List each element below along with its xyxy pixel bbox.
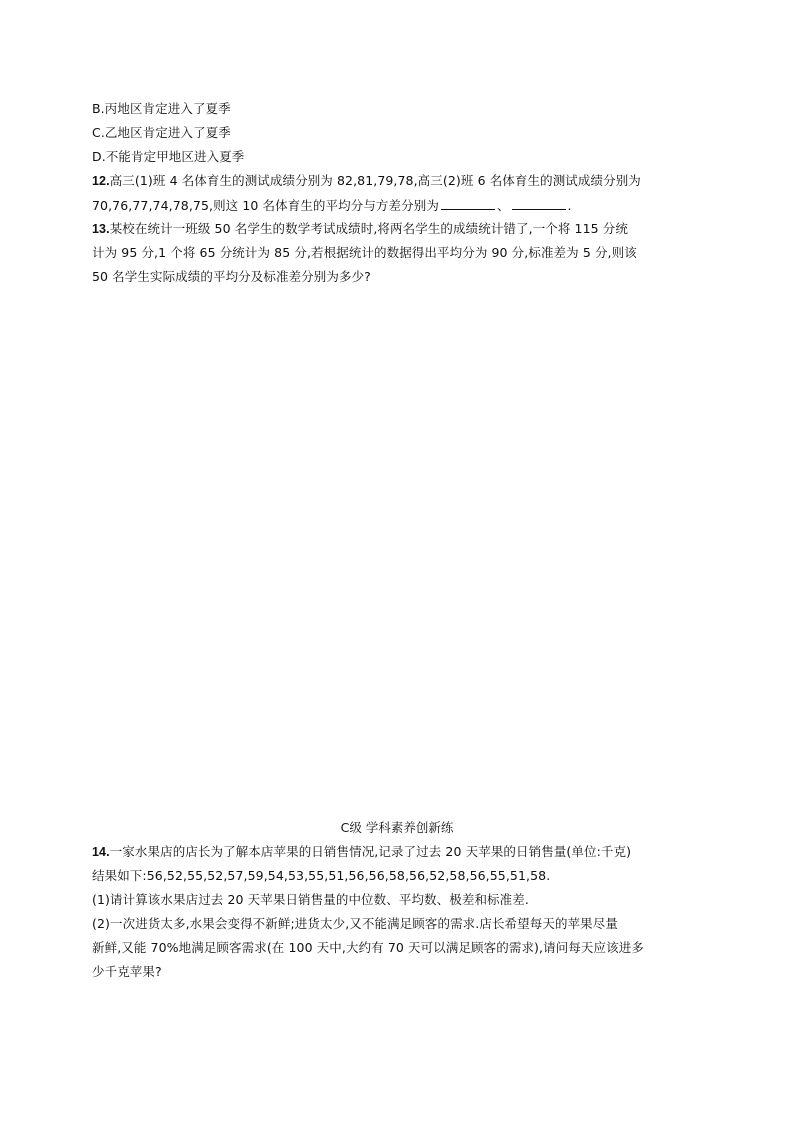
question-13-line-2: 计为 95 分,1 个将 65 分统计为 85 分,若根据统计的数据得出平均分为 90 分,标准差为 5 分,则该	[92, 245, 637, 260]
question-12-text-2: 70,76,77,74,78,75,则这 10 名体育生的平均分与方差分别为	[92, 198, 439, 213]
question-14-number: 14.	[92, 845, 110, 859]
question-14-part-2-line-2: 新鲜,又能 70%地满足顾客需求(在 100 天中,大约有 70 天可以满足顾客的需求),请问每天应该进多	[92, 940, 644, 955]
question-12-number: 12.	[92, 174, 110, 188]
question-14-line-1	[92, 844, 631, 860]
option-b: B.丙地区肯定进入了夏季	[92, 101, 231, 116]
question-12-separator: 、	[496, 198, 510, 213]
option-d: D.不能肯定甲地区进入夏季	[92, 149, 245, 164]
question-12-line-2	[92, 197, 572, 214]
question-12-line-1	[92, 173, 641, 189]
question-14-part-1: (1)请计算该水果店过去 20 天苹果日销售量的中位数、平均数、极差和标准差.	[92, 892, 529, 907]
question-13-number: 13.	[92, 222, 110, 236]
answer-blank-variance[interactable]	[512, 197, 566, 210]
question-14-text-1: 一家水果店的店长为了解本店苹果的日销售情况,记录了过去 20 天苹果的日销售量(单位:千克)	[109, 844, 632, 859]
question-14-line-2: 结果如下:56,52,55,52,57,59,54,53,55,51,56,56,58,56,52,58,56,55,51,58.	[92, 868, 551, 883]
question-12-end: .	[567, 198, 572, 213]
answer-blank-mean[interactable]	[441, 197, 495, 210]
option-c: C.乙地区肯定进入了夏季	[92, 125, 231, 140]
section-c-title: C级 学科素养创新练	[340, 820, 454, 835]
question-12-text-1: 高三(1)班 4 名体育生的测试成绩分别为 82,81,79,78,高三(2)班 6 名体育生的测试成绩分别为	[109, 173, 641, 188]
question-13-text-1: 某校在统计一班级 50 名学生的数学考试成绩时,将两名学生的成绩统计错了,一个将 115 分统	[109, 221, 628, 236]
question-14-part-2-line-3: 少千克苹果?	[92, 964, 162, 979]
question-13-line-1	[92, 221, 628, 237]
question-14-part-2-line-1: (2)一次进货太多,水果会变得不新鲜;进货太少,又不能满足顾客的需求.店长希望每天的苹果尽量	[92, 916, 618, 931]
question-13-line-3: 50 名学生实际成绩的平均分及标准差分别为多少?	[92, 269, 371, 284]
